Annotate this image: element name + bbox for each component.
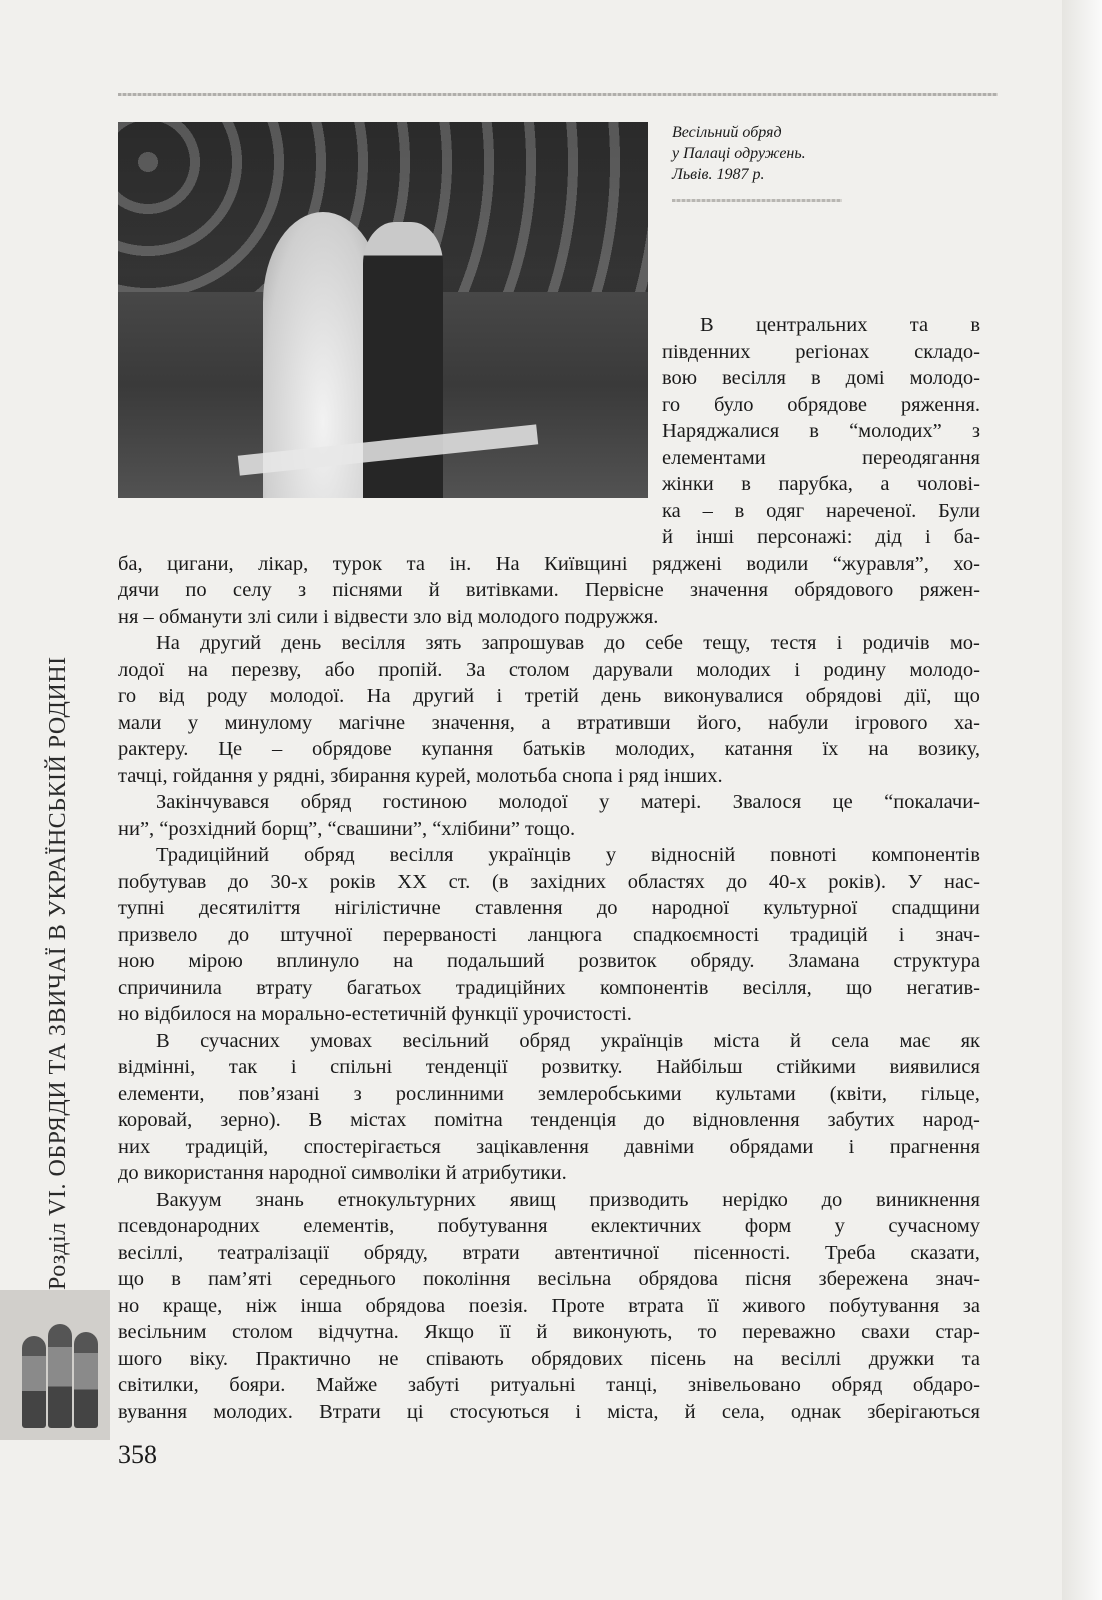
text-line: дячи по селу з піснями й витівками. Первісне значення обрядового ряжен-: [118, 579, 980, 601]
word: в: [741, 473, 751, 495]
word: жінки: [662, 473, 714, 495]
text-line: ба, цигани, лікар, турок та ін. На Київщині ряджені водили “журавля”, хо-: [118, 552, 980, 575]
word: регіонах: [795, 340, 870, 363]
text-line: ня – обманути злі сили і відвести зло від молодого подружжя.: [118, 605, 659, 628]
word: обрядове: [787, 393, 867, 416]
text-line: лодої на перезву, або пропій. За столом дарували молодих і родину молодо-: [118, 658, 980, 681]
word: Були: [938, 499, 980, 522]
text-line: весіллі, театралізації обряду, втрати автентичної пісенності. Треба сказати,: [118, 1241, 980, 1264]
text-line: но краще, ніж інша обрядова поезія. Проте втрата її живого побутування за: [118, 1294, 980, 1317]
word: було: [713, 393, 754, 416]
caption-line: Весільний обряд: [672, 124, 782, 141]
text-line: ною мірою вплинуло на подальший розвиток обряду. Зламана структура: [118, 950, 980, 972]
text-line: го від роду молодої. На другий і третій день виконувалися обрядові дії, що: [118, 685, 980, 707]
page-number: 358: [118, 1440, 157, 1469]
text-line: рактеру. Це – обрядове купання батьків молодих, катання їх на возику,: [118, 738, 980, 760]
word: “молодих”: [849, 420, 942, 442]
word: весілля: [722, 367, 786, 389]
text-line: що в пам’яті середнього покоління весільна обрядова пісня збережена знач-: [118, 1268, 980, 1290]
caption-line: Львів. 1987 р.: [672, 166, 765, 183]
text-line: спричинила втрату багатьох традиційних компонентів весілля, що негатив-: [118, 976, 980, 999]
text-line: світилки, бояри. Майже забуті ритуальні танці, знівельовано обряд обдаро-: [118, 1374, 980, 1396]
text-line: відмінні, так і спільні тенденції розвитку. Найбільш стійкими виявилися: [118, 1056, 980, 1078]
word: Наряджалися: [662, 420, 780, 442]
text-line: На другий день весілля зять запрошував до себе тещу, тестя і родичів мо-: [156, 632, 980, 654]
folk-figures-illustration: [0, 1290, 110, 1440]
text-line: до використання народної символіки й атрибутики.: [118, 1162, 567, 1184]
text-line: вування молодих. Втрати ці стосуються і міста, й села, однак зберігаються: [118, 1400, 980, 1423]
word: в: [970, 314, 980, 336]
figure-man: [74, 1332, 98, 1428]
text-line: призвело до штучної перерваності ланцюга спадкоємності традицій і знач-: [118, 923, 980, 946]
word: ряження.: [900, 393, 980, 416]
text-line: [662, 312, 980, 339]
word: в: [809, 420, 819, 442]
word: й: [662, 526, 673, 548]
text-line: весільним столом відчутна. Якщо її й виконують, то переважно свахи стар-: [118, 1321, 980, 1343]
word: інші: [695, 526, 735, 548]
text-line: [662, 418, 980, 445]
word: а: [880, 473, 890, 495]
text-line: ни”, “розхідний борщ”, “свашини”, “хлібини” тощо.: [118, 817, 576, 840]
text-line: Традиційний обряд весілля українців у відносній повноті компонентів: [156, 844, 980, 866]
text-line: В сучасних умовах весільний обряд українців міста й села має як: [156, 1029, 980, 1052]
text-line: тупні десятиліття нігілістичне ставлення до народної культурної спадщини: [118, 897, 980, 919]
word: дід: [875, 526, 902, 548]
word: в: [810, 367, 821, 389]
word: з: [971, 420, 980, 442]
text-line: [662, 365, 980, 392]
text-line: [662, 392, 980, 419]
figure-man: [22, 1336, 46, 1428]
text-line: елементи, пов’язані з рослинними землеробськими культами (квіти, гільце,: [118, 1082, 980, 1105]
text-line: коровай, зерно). В містах помітна тенденція до відновлення забутих народ-: [118, 1109, 980, 1131]
word: елементами: [662, 446, 766, 469]
word: центральних: [755, 314, 868, 336]
text-line: [662, 445, 980, 472]
word: –: [702, 499, 713, 522]
page-edge: [1062, 0, 1102, 1600]
caption-line: у Палаці одружень.: [672, 145, 806, 162]
text-line: шого віку. Практично не співають обрядових пісень на весіллі дружки та: [118, 1347, 980, 1370]
word: чолові-: [916, 473, 980, 495]
text-line: [662, 498, 980, 525]
word: переодягання: [862, 446, 980, 469]
text-line: [662, 524, 980, 551]
text-line: Закінчувався обряд гостиною молодої у матері. Звалося це “покалачи-: [156, 791, 980, 813]
text-line: [662, 339, 980, 366]
text-line: [662, 471, 980, 498]
word: південних: [662, 340, 751, 363]
word: та: [909, 314, 929, 336]
body-text: [118, 312, 980, 1425]
caption-rule: [672, 199, 842, 202]
text-line: побутував до 30-х років XX ст. (в західних областях до 40-х років). У нас-: [118, 870, 980, 893]
word: домі: [845, 367, 885, 389]
word: в: [734, 499, 745, 522]
word: ба-: [953, 526, 980, 548]
chapter-side-title: Розділ VI. ОБРЯДИ ТА ЗВИЧАЇ В УКРАЇНСЬКІЙ РОДИНІ: [45, 656, 71, 1290]
word: вою: [662, 367, 698, 389]
text-line: мали у минулому магічне значення, а втративши його, набули ігрового ха-: [118, 711, 980, 734]
word: складо-: [914, 340, 980, 363]
word: нареченої.: [825, 499, 917, 522]
text-line: тачці, гойдання у рядні, збирання курей, молотьба снопа і ряд інших.: [118, 764, 723, 787]
text-line: Вакуум знань етнокультурних явищ призводить нерідко до виникнення: [156, 1188, 980, 1211]
word: ка: [662, 499, 681, 522]
word: парубка,: [778, 473, 853, 495]
figure-woman: [48, 1324, 72, 1428]
word: го: [662, 393, 681, 416]
word: одяг: [766, 499, 805, 522]
text-line: них традицій, спостерігається зацікавлення давніми обрядами і прагнення: [118, 1135, 980, 1158]
text-line: но відбилося на морально-естетичній функції урочистості.: [118, 1003, 632, 1025]
top-rule: [118, 93, 998, 96]
word: молодо-: [909, 367, 980, 389]
word: В: [700, 314, 714, 336]
word: персонажі:: [757, 526, 853, 548]
text-line: псевдонародних елементів, побутування еклектичних форм у сучасному: [118, 1215, 980, 1237]
photo-caption: [672, 122, 872, 185]
word: і: [924, 526, 931, 548]
